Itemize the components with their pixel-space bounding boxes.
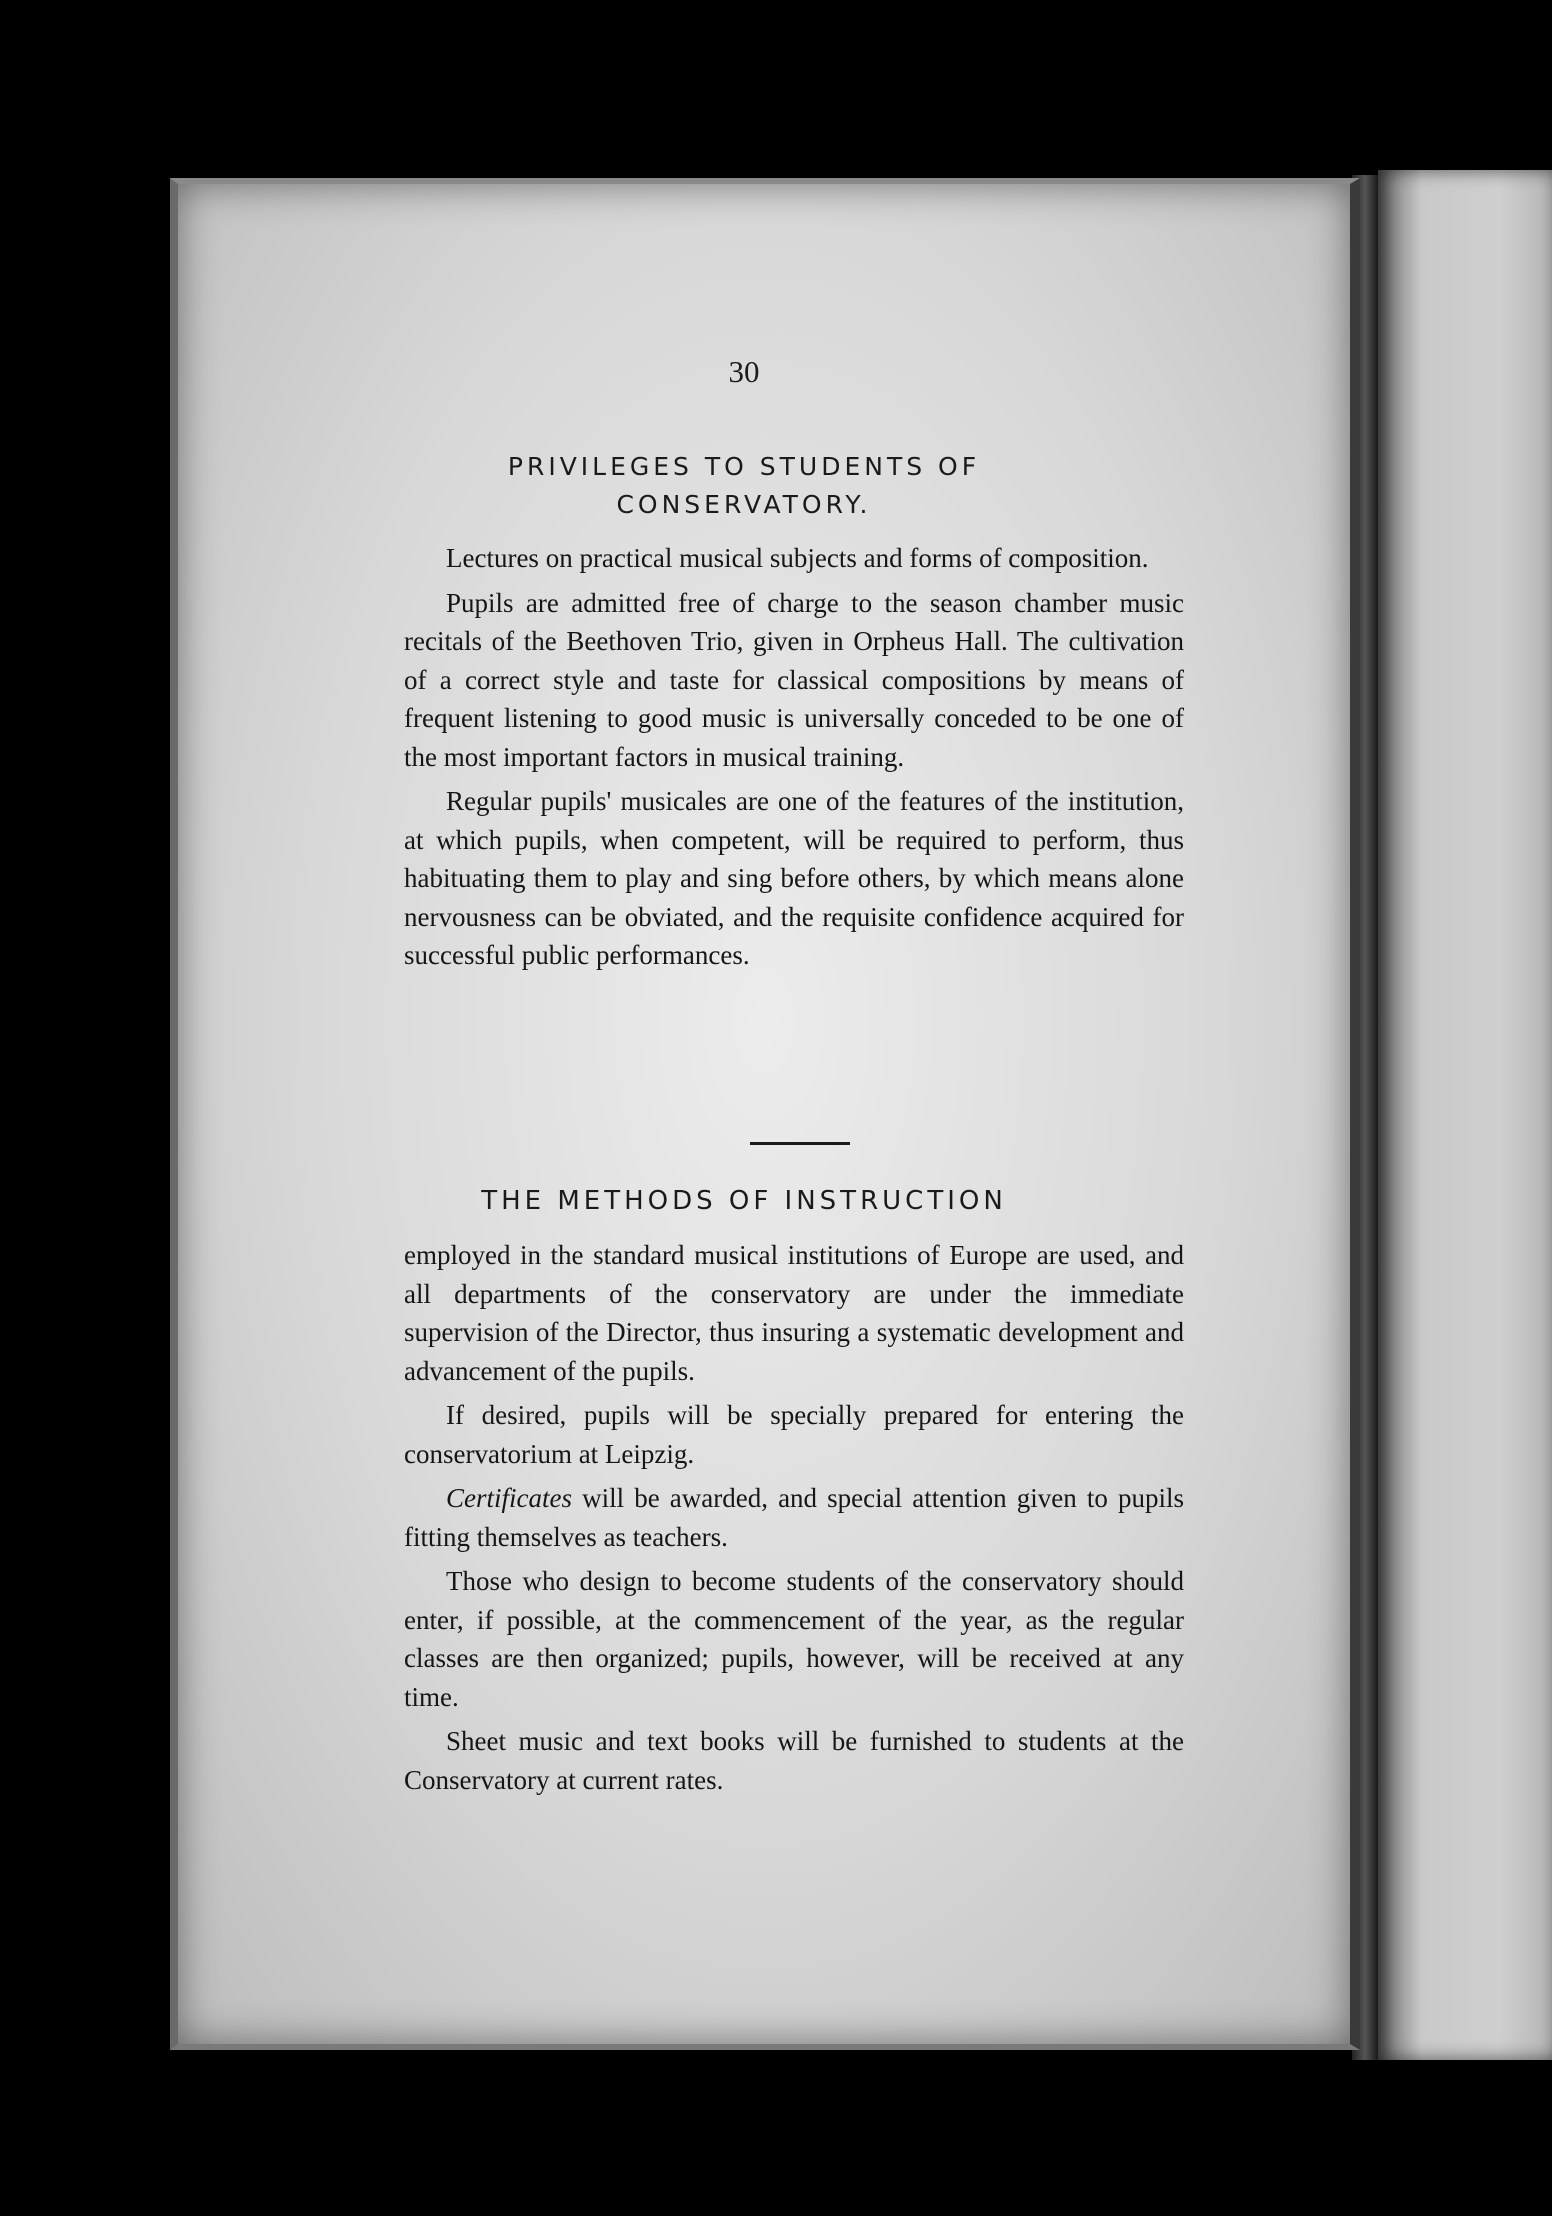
paragraph-sheet-music: Sheet music and text books will be furnished to students at the Conservatory at current rates. xyxy=(404,1726,1184,1795)
paragraph-methods: employed in the standard musical institutions of Europe are used, and all departments of the conservatory are under the immediate supervision of the Director, thus insuring a systematic development and advancement of the pupils. xyxy=(404,1240,1184,1386)
adjacent-page-edge xyxy=(1378,170,1552,2060)
heading-line-2: CONSERVATORY. xyxy=(616,490,872,519)
scanned-page xyxy=(170,178,1360,2050)
heading-line-1: PRIVILEGES TO STUDENTS OF xyxy=(507,452,981,481)
paragraph-recitals: Pupils are admitted free of charge to the season chamber music recitals of the Beethoven Trio, given in Orpheus Hall. The cultivation of a correct style and taste for classical compositions by means of frequent listening to good music is universally conceded to be one of the most important factors in musical training. xyxy=(404,587,1184,772)
section-divider xyxy=(750,1142,850,1145)
paragraph-leipzig: If desired, pupils will be specially prepared for entering the conservatorium at Leipzig. xyxy=(404,1400,1184,1469)
section-heading-methods: THE METHODS OF INSTRUCTION xyxy=(481,1186,1007,1216)
privileges-body xyxy=(404,539,1184,981)
certificates-word: Certificates xyxy=(446,1483,572,1513)
page-number: 30 xyxy=(728,354,760,389)
certificates-rest: will be awarded, and special attention given to pupils fitting themselves as teachers. xyxy=(404,1483,1184,1552)
methods-body xyxy=(404,1236,1184,1805)
paragraph-enter: Those who design to become students of the conservatory should enter, if possible, at the commencement of the year, as the regular classes are then organized; pupils, however, will be received at any time. xyxy=(404,1566,1184,1712)
paragraph-lectures: Lectures on practical musical subjects and forms of composition. xyxy=(446,543,1149,573)
section-heading-privileges xyxy=(158,448,1330,524)
paragraph-certificates xyxy=(404,1479,1184,1556)
paragraph-musicales: Regular pupils' musicales are one of the features of the institution, at which pupils, when competent, will be required to perform, thus habituating them to play and sing before others, by which means alone nervousness can be obviated, and the requisite confidence acquired for successful public performances. xyxy=(404,786,1184,970)
